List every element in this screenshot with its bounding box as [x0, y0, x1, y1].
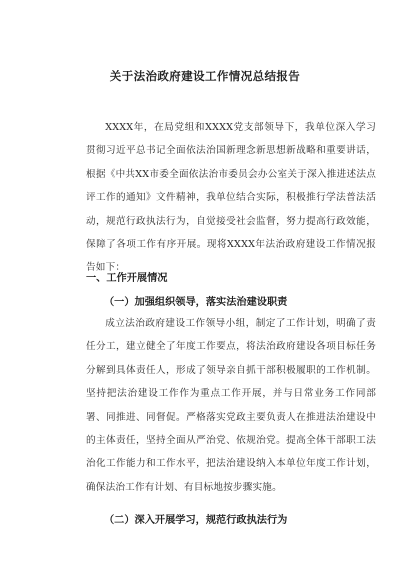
- intro-paragraph: XXXX年，在局党组和XXXX党支部领导下，我单位深入学习贯彻习近平总书记全面依法治国新理念新思想新战略和重要讲话，根据《中共XX市委全面依法治市委员会办公室关于深入推进述法点评工作的通知》文件精神，我单位结合实际，积极推行学法普法活动，规范行政执法行为，自觉接受社会监督，努力提高行政效能，保障了各项工作有序开展。现将XXXX年法治政府建设工作情况报告如下：: [86, 122, 376, 274]
- subsection-paragraph-organization: 成立法治政府建设工作领导小组，制定了工作计划，明确了责任分工，建立健全了年度工作要点，将法治政府建设各项目标任务分解到具体责任人，形成了领导亲自抓干部积极履职的工作机制。坚持把法治建设工作作为重点工作开展，并与日常业务工作同部署、同推进、同督促。严格落实党政主要负责人在推进法治建设中的主体责任，坚持全面从严治党、依规治党。提高全体干部职工法治化工作能力和工作水平，把法治建设纳入本单位年度工作计划，确保法治工作有计划、有目标地按步骤实施。: [86, 318, 376, 493]
- subsection-heading-organization: （一）加强组织领导，落实法治建设职责: [104, 296, 288, 308]
- section-heading-work-status: 一、工作开展情况: [86, 272, 168, 284]
- document-title: 关于法治政府建设工作情况总结报告: [109, 69, 301, 83]
- subsection-heading-study: （二）深入开展学习，规范行政执法行为: [104, 514, 288, 526]
